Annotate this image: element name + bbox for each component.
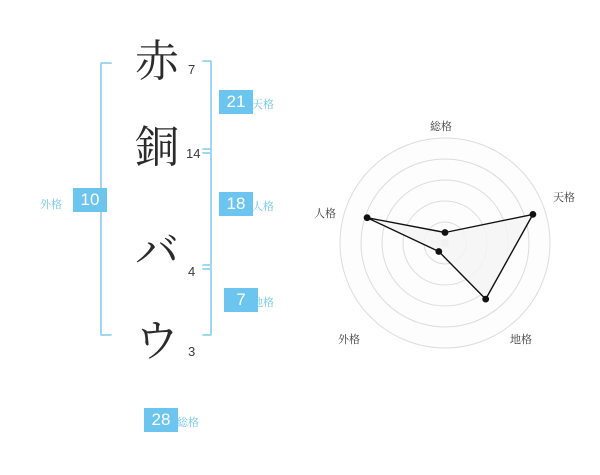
name-char-3-strokes: 4: [188, 264, 196, 279]
radar-axis-label-tenkaku: 天格: [553, 192, 575, 204]
name-char-1-strokes: 7: [188, 62, 196, 77]
jinkaku-badge: 18: [219, 192, 253, 216]
radar-axis-label-chikaku: 地格: [510, 334, 532, 346]
radar-axis-label-soukaku: 総格: [430, 121, 452, 133]
radar-chart-panel: [310, 0, 600, 470]
chikaku-badge: 7: [224, 288, 258, 312]
radar-chart: [310, 0, 600, 470]
radar-axis-label-jinkaku: 人格: [314, 208, 336, 220]
jinkaku-label: 人格: [252, 201, 274, 213]
name-char-2-strokes: 14: [186, 146, 201, 161]
soukaku-badge: 28: [144, 408, 178, 432]
tenkaku-bracket: [202, 60, 212, 154]
soukaku-label: 総格: [177, 417, 199, 429]
tenkaku-label: 天格: [252, 99, 274, 111]
tenkaku-badge: 21: [219, 90, 253, 114]
name-char-4: ウ: [135, 317, 179, 366]
name-char-2: 銅: [135, 123, 179, 172]
gaikaku-label: 外格: [40, 199, 62, 211]
chikaku-bracket: [202, 264, 212, 336]
gaikaku-badge: 10: [73, 188, 107, 212]
jinkaku-bracket: [202, 148, 212, 270]
chikaku-label: 地格: [252, 297, 274, 309]
name-char-4-strokes: 3: [188, 344, 196, 359]
radar-axis-label-gaikaku: 外格: [338, 334, 360, 346]
name-char-3: バ: [135, 227, 179, 276]
name-char-1: 赤: [135, 37, 179, 86]
